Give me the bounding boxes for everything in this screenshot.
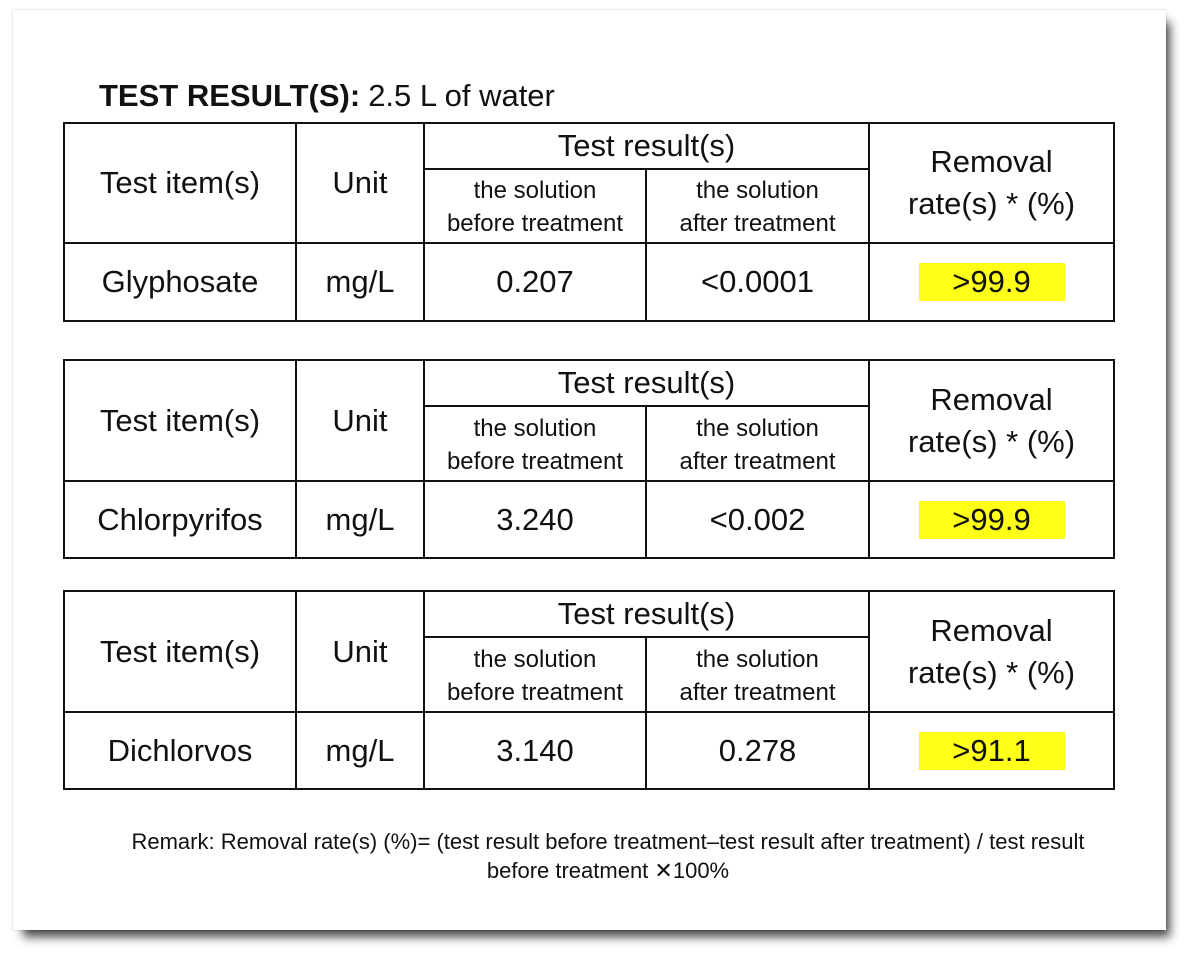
test-item-cell: Dichlorvos	[64, 712, 296, 789]
before-line-1: the solution	[473, 645, 597, 673]
test-results-heading	[99, 78, 555, 114]
after-line-2: after treatment	[679, 447, 836, 475]
removal-line-1: Removal	[930, 612, 1053, 648]
unit-cell: mg/L	[296, 243, 424, 321]
unit-cell: mg/L	[296, 712, 424, 789]
table-row	[64, 481, 1114, 558]
header-unit: Unit	[296, 123, 424, 243]
before-value-cell: 0.207	[424, 243, 646, 321]
removal-rate-cell	[869, 712, 1114, 789]
after-line-1: the solution	[696, 414, 819, 442]
removal-line-1: Removal	[930, 144, 1053, 179]
header-before-treatment	[424, 406, 646, 481]
test-item-cell: Chlorpyrifos	[64, 481, 296, 558]
unit-cell: mg/L	[296, 481, 424, 558]
removal-rate-cell	[869, 481, 1114, 558]
header-removal-rate	[869, 591, 1114, 712]
header-test-results: Test result(s)	[424, 591, 869, 637]
header-test-results: Test result(s)	[424, 123, 869, 169]
test-item-cell: Glyphosate	[64, 243, 296, 321]
after-value-cell: <0.002	[646, 481, 869, 558]
after-line-2: after treatment	[679, 210, 836, 237]
header-test-item: Test item(s)	[64, 591, 296, 712]
table-row	[64, 712, 1114, 789]
header-before-treatment	[424, 169, 646, 243]
heading-label: TEST RESULT(S):	[99, 78, 361, 113]
table-row	[64, 243, 1114, 321]
highlighted-removal-rate: >99.9	[919, 263, 1065, 301]
before-line-1: the solution	[473, 177, 597, 204]
before-line-2: before treatment	[446, 678, 624, 706]
after-value-cell: <0.0001	[646, 243, 869, 321]
header-unit: Unit	[296, 360, 424, 481]
removal-line-2: rate(s) * (%)	[907, 654, 1076, 690]
removal-line-2: rate(s) * (%)	[907, 186, 1076, 221]
header-after-treatment	[646, 169, 869, 243]
remark-note	[53, 827, 1163, 885]
result-table-dichlorvos	[63, 590, 1115, 790]
remark-line-1: Remark: Removal rate(s) (%)= (test result before treatment–test result after treatment) / test result	[131, 829, 1085, 854]
after-value-cell: 0.278	[646, 712, 869, 789]
before-line-2: before treatment	[446, 447, 624, 475]
after-line-2: after treatment	[679, 678, 836, 706]
after-line-1: the solution	[696, 177, 819, 204]
removal-rate-cell	[869, 243, 1114, 321]
header-test-item: Test item(s)	[64, 360, 296, 481]
remark-line-2: before treatment ✕100%	[486, 858, 730, 883]
header-after-treatment	[646, 637, 869, 712]
document-page	[13, 10, 1166, 930]
header-before-treatment	[424, 637, 646, 712]
removal-line-2: rate(s) * (%)	[907, 423, 1076, 459]
before-line-2: before treatment	[446, 210, 624, 237]
header-removal-rate	[869, 123, 1114, 243]
before-line-1: the solution	[473, 414, 597, 442]
before-value-cell: 3.240	[424, 481, 646, 558]
header-removal-rate	[869, 360, 1114, 481]
result-table-chlorpyrifos	[63, 359, 1115, 559]
header-test-results: Test result(s)	[424, 360, 869, 406]
highlighted-removal-rate: >91.1	[919, 732, 1065, 770]
header-after-treatment	[646, 406, 869, 481]
header-unit: Unit	[296, 591, 424, 712]
result-table-glyphosate	[63, 122, 1115, 322]
header-test-item: Test item(s)	[64, 123, 296, 243]
after-line-1: the solution	[696, 645, 819, 673]
highlighted-removal-rate: >99.9	[919, 501, 1065, 539]
heading-sample: 2.5 L of water	[368, 78, 555, 113]
removal-line-1: Removal	[930, 381, 1053, 417]
before-value-cell: 3.140	[424, 712, 646, 789]
